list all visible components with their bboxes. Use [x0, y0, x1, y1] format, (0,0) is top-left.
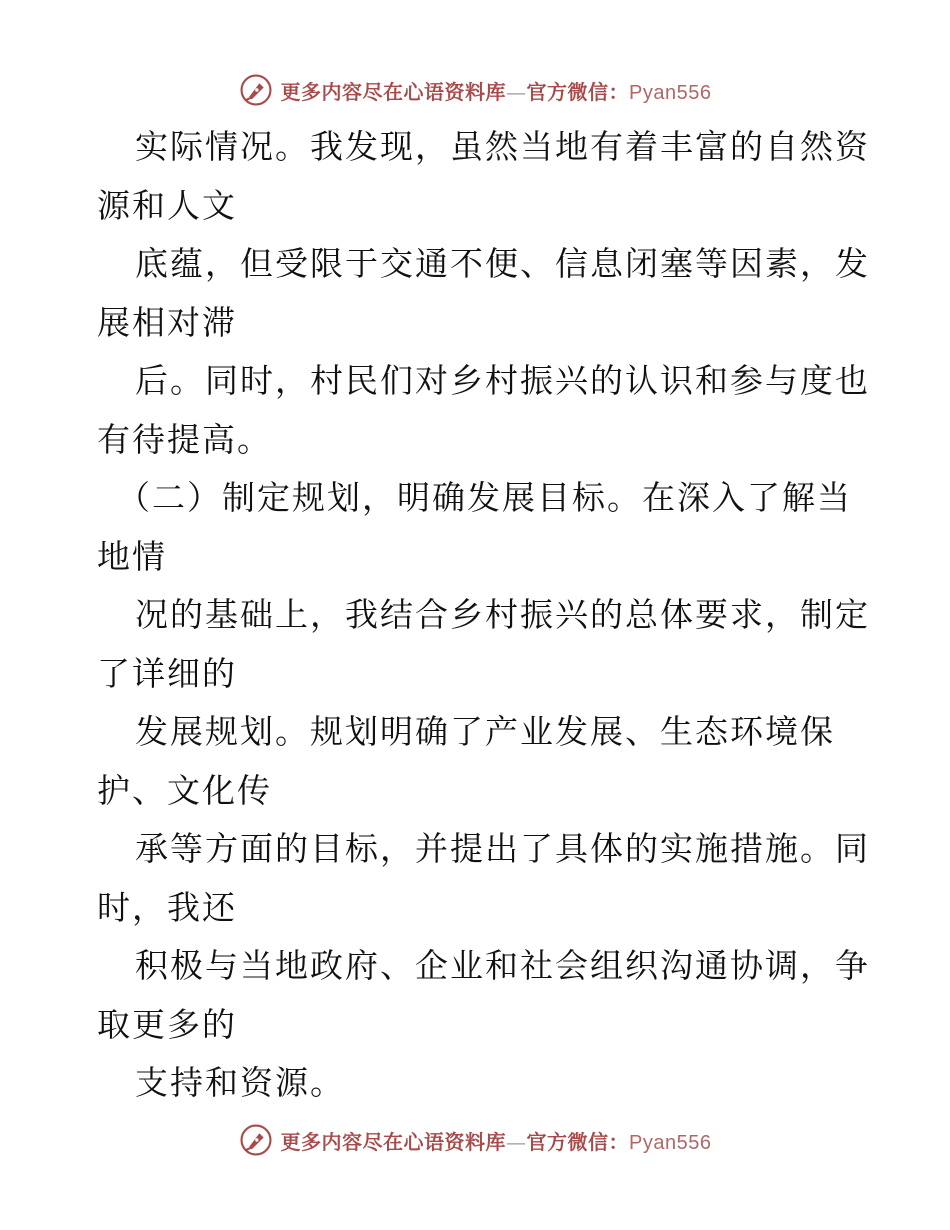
- body-line: 支持和资源。: [135, 1063, 345, 1102]
- footer-banner-main: 更多内容尽在心语资料库: [280, 1129, 507, 1154]
- header-banner-main: 更多内容尽在心语资料库: [280, 79, 507, 104]
- body-line: 况的基础上，我结合乡村振兴的总体要求，制定: [135, 595, 870, 634]
- body-line: 承等方面的目标，并提出了具体的实施措施。同: [135, 829, 870, 868]
- body-line: 了详细的: [97, 653, 237, 693]
- body-line: 地情: [97, 536, 167, 576]
- body-line: 源和人文: [97, 185, 237, 225]
- body-line: 有待提高。: [97, 419, 272, 459]
- body-line: 展相对滞: [97, 302, 237, 342]
- footer-banner-wechat-label: 官方微信：: [526, 1129, 630, 1154]
- header-banner: [0, 70, 950, 110]
- body-line: 后。同时，村民们对乡村振兴的认识和参与度也: [135, 361, 870, 400]
- body-line: 发展规划。规划明确了产业发展、生态环境保: [135, 712, 835, 751]
- body-line: 积极与当地政府、企业和社会组织沟通协调，争: [135, 946, 870, 985]
- footer-banner-wechat-id: Pyan556: [629, 1131, 712, 1154]
- footer-banner-sep: —: [506, 1129, 527, 1154]
- header-banner-wechat-label: 官方微信：: [526, 79, 630, 104]
- body-line: 底蕴，但受限于交通不便、信息闭塞等因素，发: [135, 244, 870, 283]
- pen-nib-logo-icon: [239, 1123, 273, 1157]
- pen-nib-logo-icon: [239, 73, 273, 107]
- footer-banner-text: [281, 1126, 712, 1155]
- header-banner-sep: —: [506, 79, 527, 104]
- document-body: [97, 118, 870, 1113]
- body-line: 时，我还: [97, 887, 237, 927]
- body-line: （二）制定规划，明确发展目标。在深入了解当: [117, 478, 852, 517]
- header-banner-text: [281, 76, 712, 105]
- body-line: 取更多的: [97, 1004, 237, 1044]
- body-line: 护、文化传: [97, 770, 272, 810]
- header-banner-wechat-id: Pyan556: [629, 81, 712, 104]
- body-line: 实际情况。我发现，虽然当地有着丰富的自然资: [135, 127, 870, 166]
- footer-banner: [0, 1120, 950, 1160]
